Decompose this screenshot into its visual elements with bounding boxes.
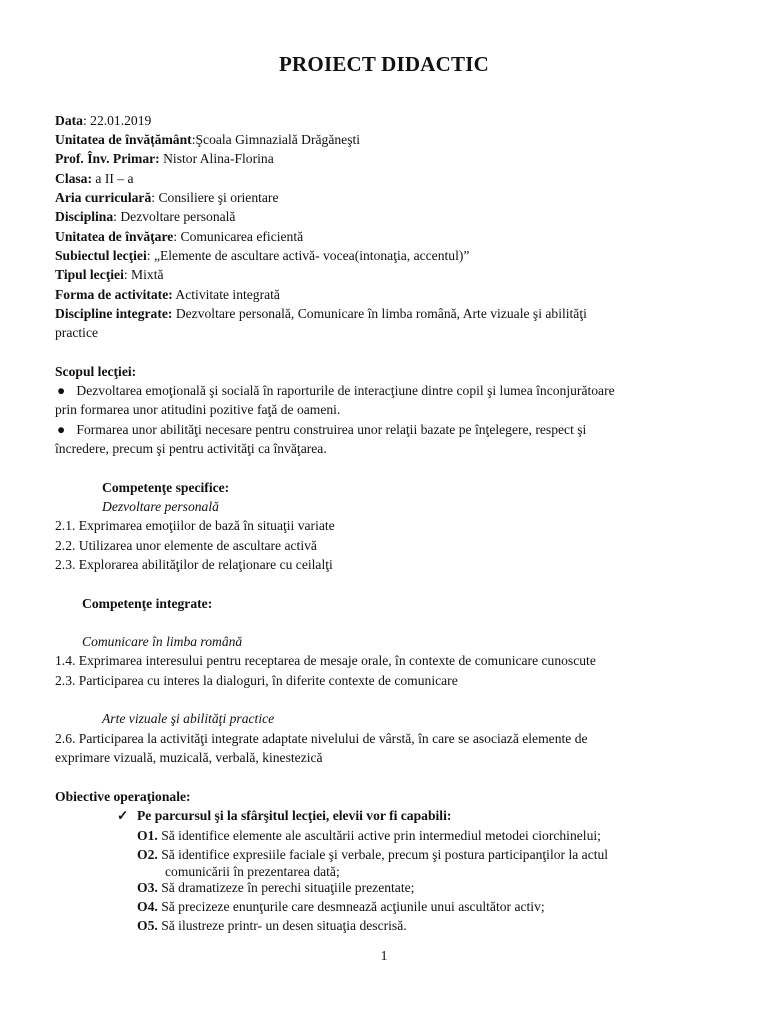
integrated-item-3-line-1: 2.6. Participarea la activităţi integrate adaptate nivelului de vârstă, în care se asociază elemente de [55,731,588,746]
field-lesson-subject: Subiectul lecţiei: „Elemente de ascultare activă- vocea(intonaţia, accentul)” [55,248,470,263]
integrated-competences-heading: Competenţe integrate: [82,596,213,611]
scope-bullet-2-line-1: ● Formarea unor abilităţi necesare pentru construirea unor relaţii bazate pe înţelegere, respect şi [55,420,715,439]
scope-bullet-1-line-1: ● Dezvoltarea emoţională şi socială în raporturile de interacţiune dintre copil şi lumea înconjurătoare [55,381,715,400]
scope-bullet-2-line-2: încredere, precum şi pentru activităţi ca învăţarea. [55,441,327,456]
field-teacher: Prof. Înv. Primar: Nistor Alina-Florina [55,151,274,166]
field-date: Data: 22.01.2019 [55,113,152,128]
field-class: Clasa: a II – a [55,171,134,186]
field-curriculum-area: Aria curriculară: Consiliere şi orientare [55,190,279,205]
field-integrated-disciplines: Discipline integrate: Dezvoltare personală, Comunicare în limba română, Arte vizuale şi abilităţi [55,306,587,321]
objectives-heading: Obiective operaţionale: [55,789,191,804]
page-number: 1 [380,948,388,963]
field-discipline: Disciplina: Dezvoltare personală [55,209,236,224]
field-learning-unit: Unitatea de învăţare: Comunicarea eficientă [55,229,304,244]
objectives-intro: ✓ Pe parcursul şi la sfârşitul lecţiei, elevii vor fi capabili: [117,806,451,825]
field-lesson-type: Tipul lecţiei: Mixtă [55,267,164,282]
specific-subject: Dezvoltare personală [102,499,219,514]
integrated-item-1: 1.4. Exprimarea interesului pentru receptarea de mesaje orale, în contexte de comunicare cunoscute [55,653,596,668]
field-integrated-disciplines-cont: practice [55,325,99,340]
integrated-subject-2: Arte vizuale şi abilităţi practice [102,711,275,726]
integrated-item-2: 2.3. Participarea cu interes la dialoguri, în diferite contexte de comunicare [55,673,458,688]
bullet-icon: ● [57,422,66,437]
specific-competences-heading: Competenţe specifice: [102,480,230,495]
objective-o1: O1. Să identifice elemente ale ascultării active prin intermediul metodei ciorchinelui; [137,828,601,843]
objective-o2-line-2: comunicării în prezentarea dată; [165,864,340,879]
objective-o4: O4. Să precizeze enunţurile care desmnează acţiunile unui ascultător activ; [137,899,545,914]
field-school: Unitatea de învățământ:Şcoala Gimnazială Drăgăneşti [55,132,361,147]
document-title: PROIECT DIDACTIC [279,52,489,76]
specific-item-2: 2.2. Utilizarea unor elemente de ascultare activă [55,538,317,553]
objective-o5: O5. Să ilustreze printr- un desen situaţia descrisă. [137,918,407,933]
objective-o3: O3. Să dramatizeze în perechi situaţiile prezentate; [137,880,415,895]
bullet-icon: ● [57,383,66,398]
scope-heading: Scopul lecţiei: [55,364,137,379]
integrated-subject-1: Comunicare în limba română [82,634,243,649]
specific-item-1: 2.1. Exprimarea emoţiilor de bază în situaţii variate [55,518,335,533]
checkmark-icon: ✓ [117,808,129,823]
objective-o2-line-1: O2. Să identifice expresiile faciale şi verbale, precum şi postura participanţilor la actul [137,847,609,862]
scope-bullet-1-line-2: prin formarea unor atitudini pozitive faţă de oameni. [55,402,341,417]
specific-item-3: 2.3. Explorarea abilităţilor de relaţionare cu ceilalţi [55,557,333,572]
integrated-item-3-line-2: exprimare vizuală, muzicală, verbală, kinestezică [55,750,323,765]
field-activity-form: Forma de activitate: Activitate integrată [55,287,280,302]
